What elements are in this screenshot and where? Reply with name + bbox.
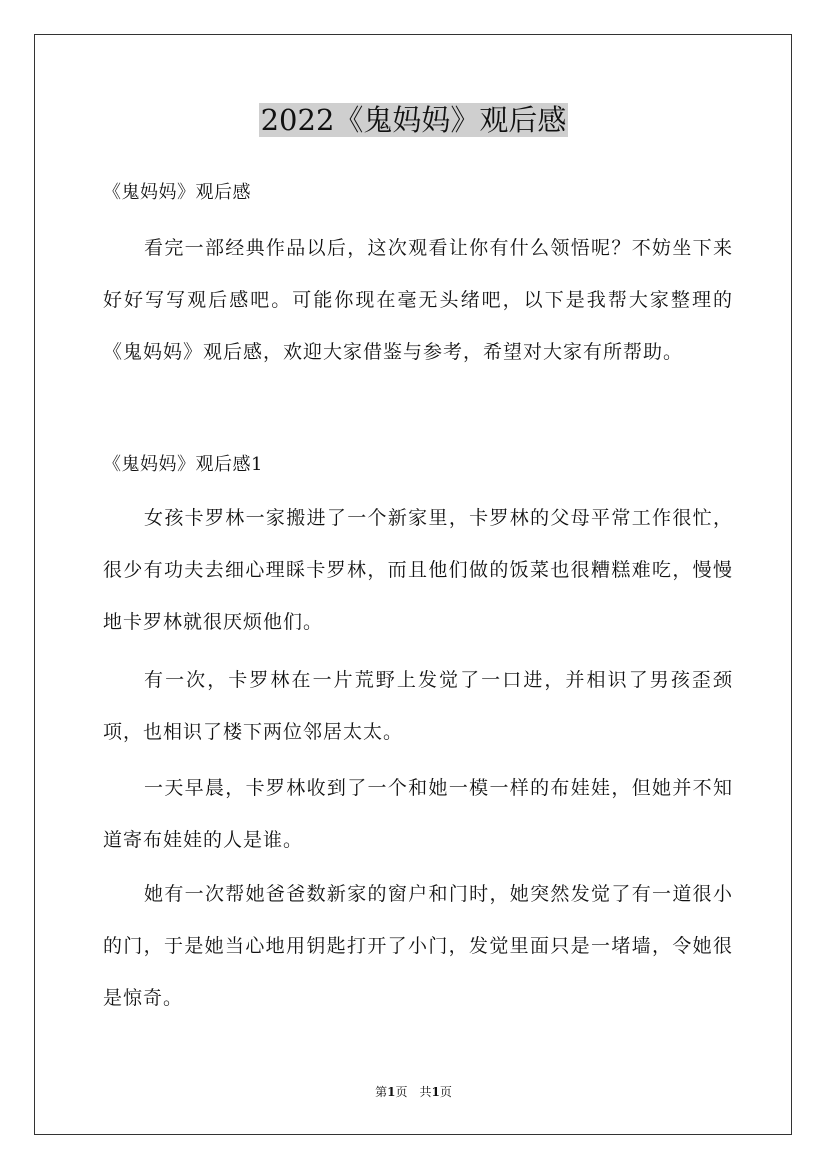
body-paragraph-2: 有一次，卡罗林在一片荒野上发觉了一口进，并相识了男孩歪颈项，也相识了楼下两位邻居太太。 <box>103 669 733 743</box>
body-paragraph-4: 她有一次帮她爸爸数新家的窗户和门时，她突然发觉了有一道很小的门，于是她当心地用钥匙打开了小门，发觉里面只是一堵墙，令她很是惊奇。 <box>103 883 733 1009</box>
page-footer <box>0 1083 827 1101</box>
footer-mid: 页 共 <box>395 1085 432 1099</box>
footer-prefix: 第 <box>375 1085 388 1099</box>
footer-total-pages: 1 <box>431 1085 440 1099</box>
document-heading: 《鬼妈妈》观后感 <box>103 182 251 203</box>
section-heading: 《鬼妈妈》观后感1 <box>103 454 263 475</box>
footer-page-number: 1 <box>387 1085 396 1099</box>
document-title <box>0 100 827 140</box>
footer-suffix: 页 <box>439 1085 452 1099</box>
body-paragraph-3: 一天早晨，卡罗林收到了一个和她一模一样的布娃娃，但她并不知道寄布娃娃的人是谁。 <box>103 777 733 851</box>
intro-paragraph: 看完一部经典作品以后，这次观看让你有什么领悟呢？不妨坐下来好好写写观后感吧。可能你现在毫无头绪吧，以下是我帮大家整理的《鬼妈妈》观后感，欢迎大家借鉴与参考，希望对大家有所帮助。 <box>103 237 733 363</box>
document-title-text: 2022《鬼妈妈》观后感 <box>260 103 567 137</box>
body-paragraph-1: 女孩卡罗林一家搬进了一个新家里，卡罗林的父母平常工作很忙，很少有功夫去细心理睬卡罗林，而且他们做的饭菜也很糟糕难吃，慢慢地卡罗林就很厌烦他们。 <box>103 507 733 633</box>
